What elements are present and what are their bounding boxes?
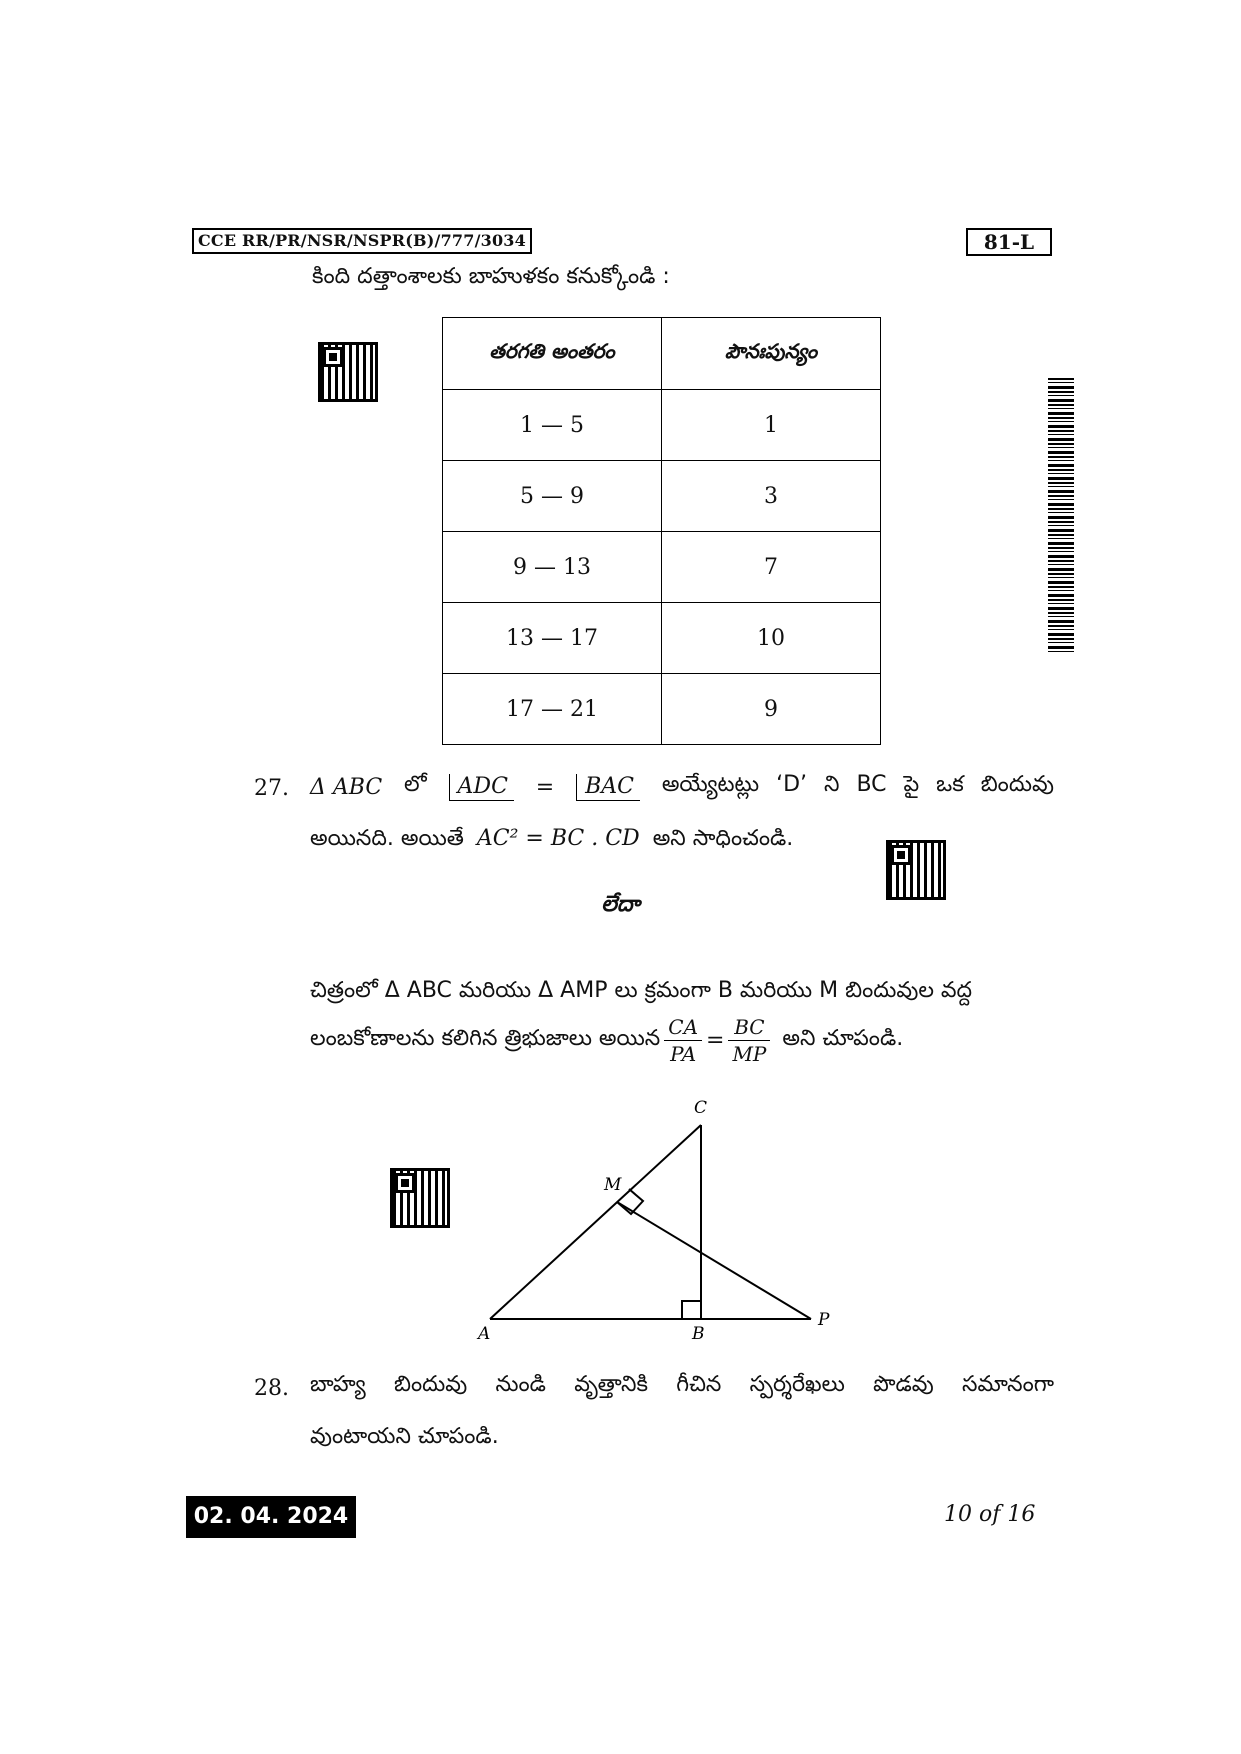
- alt-question-line-1: చిత్రంలో Δ ABC మరియు Δ AMP లు క్రమంగా B మరియు M బిందువుల వద్ద: [310, 978, 973, 1003]
- table-cell: 9: [662, 674, 881, 745]
- table-cell: 1: [662, 390, 881, 461]
- formula-ac-squared: AC² = BC . CD: [476, 826, 640, 851]
- table-cell: 3: [662, 461, 881, 532]
- question-28-line-1: బాహ్య బిందువు నుండి వృత్తానికి గీచిన స్పర్శరేఖలు పొడవు సమానంగా: [310, 1372, 1054, 1397]
- column-header-class-interval: తరగతి అంతరం: [443, 318, 662, 390]
- denominator-pa: PA: [670, 1042, 697, 1066]
- or-separator: లేదా: [601, 892, 640, 917]
- text-prove: అని సాధించండి.: [652, 826, 794, 851]
- segment-mp: [617, 1202, 811, 1319]
- angle-adc: ADC: [449, 774, 514, 801]
- table-cell: 9 — 13: [443, 532, 662, 603]
- question-number: 27.: [254, 776, 289, 801]
- denominator-mp: MP: [732, 1042, 767, 1066]
- page-number: 10 of 16: [944, 1502, 1036, 1527]
- table-cell: 10: [662, 603, 881, 674]
- table-cell: 17 — 21: [443, 674, 662, 745]
- equals-sign: =: [706, 1028, 725, 1053]
- text-lo: లో: [404, 772, 427, 797]
- triangle-abc: Δ ABC: [310, 774, 383, 800]
- question-number: 28.: [254, 1376, 289, 1401]
- table-cell: 7: [662, 532, 881, 603]
- text-show: అని చూపండి.: [782, 1025, 904, 1051]
- segment-ac: [490, 1125, 701, 1319]
- question-27-text: అయ్యేటట్లు ‘D’ ని BC పై ఒక బిందువు: [661, 772, 1054, 797]
- paper-code: CCE RR/PR/NSR/NSPR(B)/777/3034: [192, 228, 532, 254]
- numerator-bc: BC: [728, 1014, 770, 1041]
- label-b: B: [692, 1324, 705, 1344]
- table-cell: 1 — 5: [443, 390, 662, 461]
- right-angle-b: [682, 1301, 701, 1319]
- label-p: P: [818, 1310, 830, 1330]
- question-28-line-2: వుంటాయని చూపండి.: [310, 1424, 499, 1449]
- text-triangles: లంబకోణాలను కలిగిన త్రిభుజాలు అయిన: [310, 1025, 661, 1051]
- paper-number: 81-L: [966, 228, 1052, 256]
- table-cell: 13 — 17: [443, 603, 662, 674]
- label-a: A: [478, 1324, 491, 1344]
- column-header-frequency: పౌనఃపున్యం: [662, 318, 881, 390]
- label-m: M: [604, 1175, 622, 1195]
- numerator-ca: CA: [664, 1014, 702, 1041]
- question-intro: కింది దత్తాంశాలకు బాహుళకం కనుక్కోండి :: [312, 264, 670, 289]
- equals-sign: =: [535, 774, 555, 800]
- table-cell: 5 — 9: [443, 461, 662, 532]
- label-c: C: [694, 1098, 708, 1118]
- angle-bac: BAC: [576, 774, 640, 801]
- exam-date: 02. 04. 2024: [186, 1496, 356, 1538]
- text-then: అయినది. అయితే: [310, 826, 464, 851]
